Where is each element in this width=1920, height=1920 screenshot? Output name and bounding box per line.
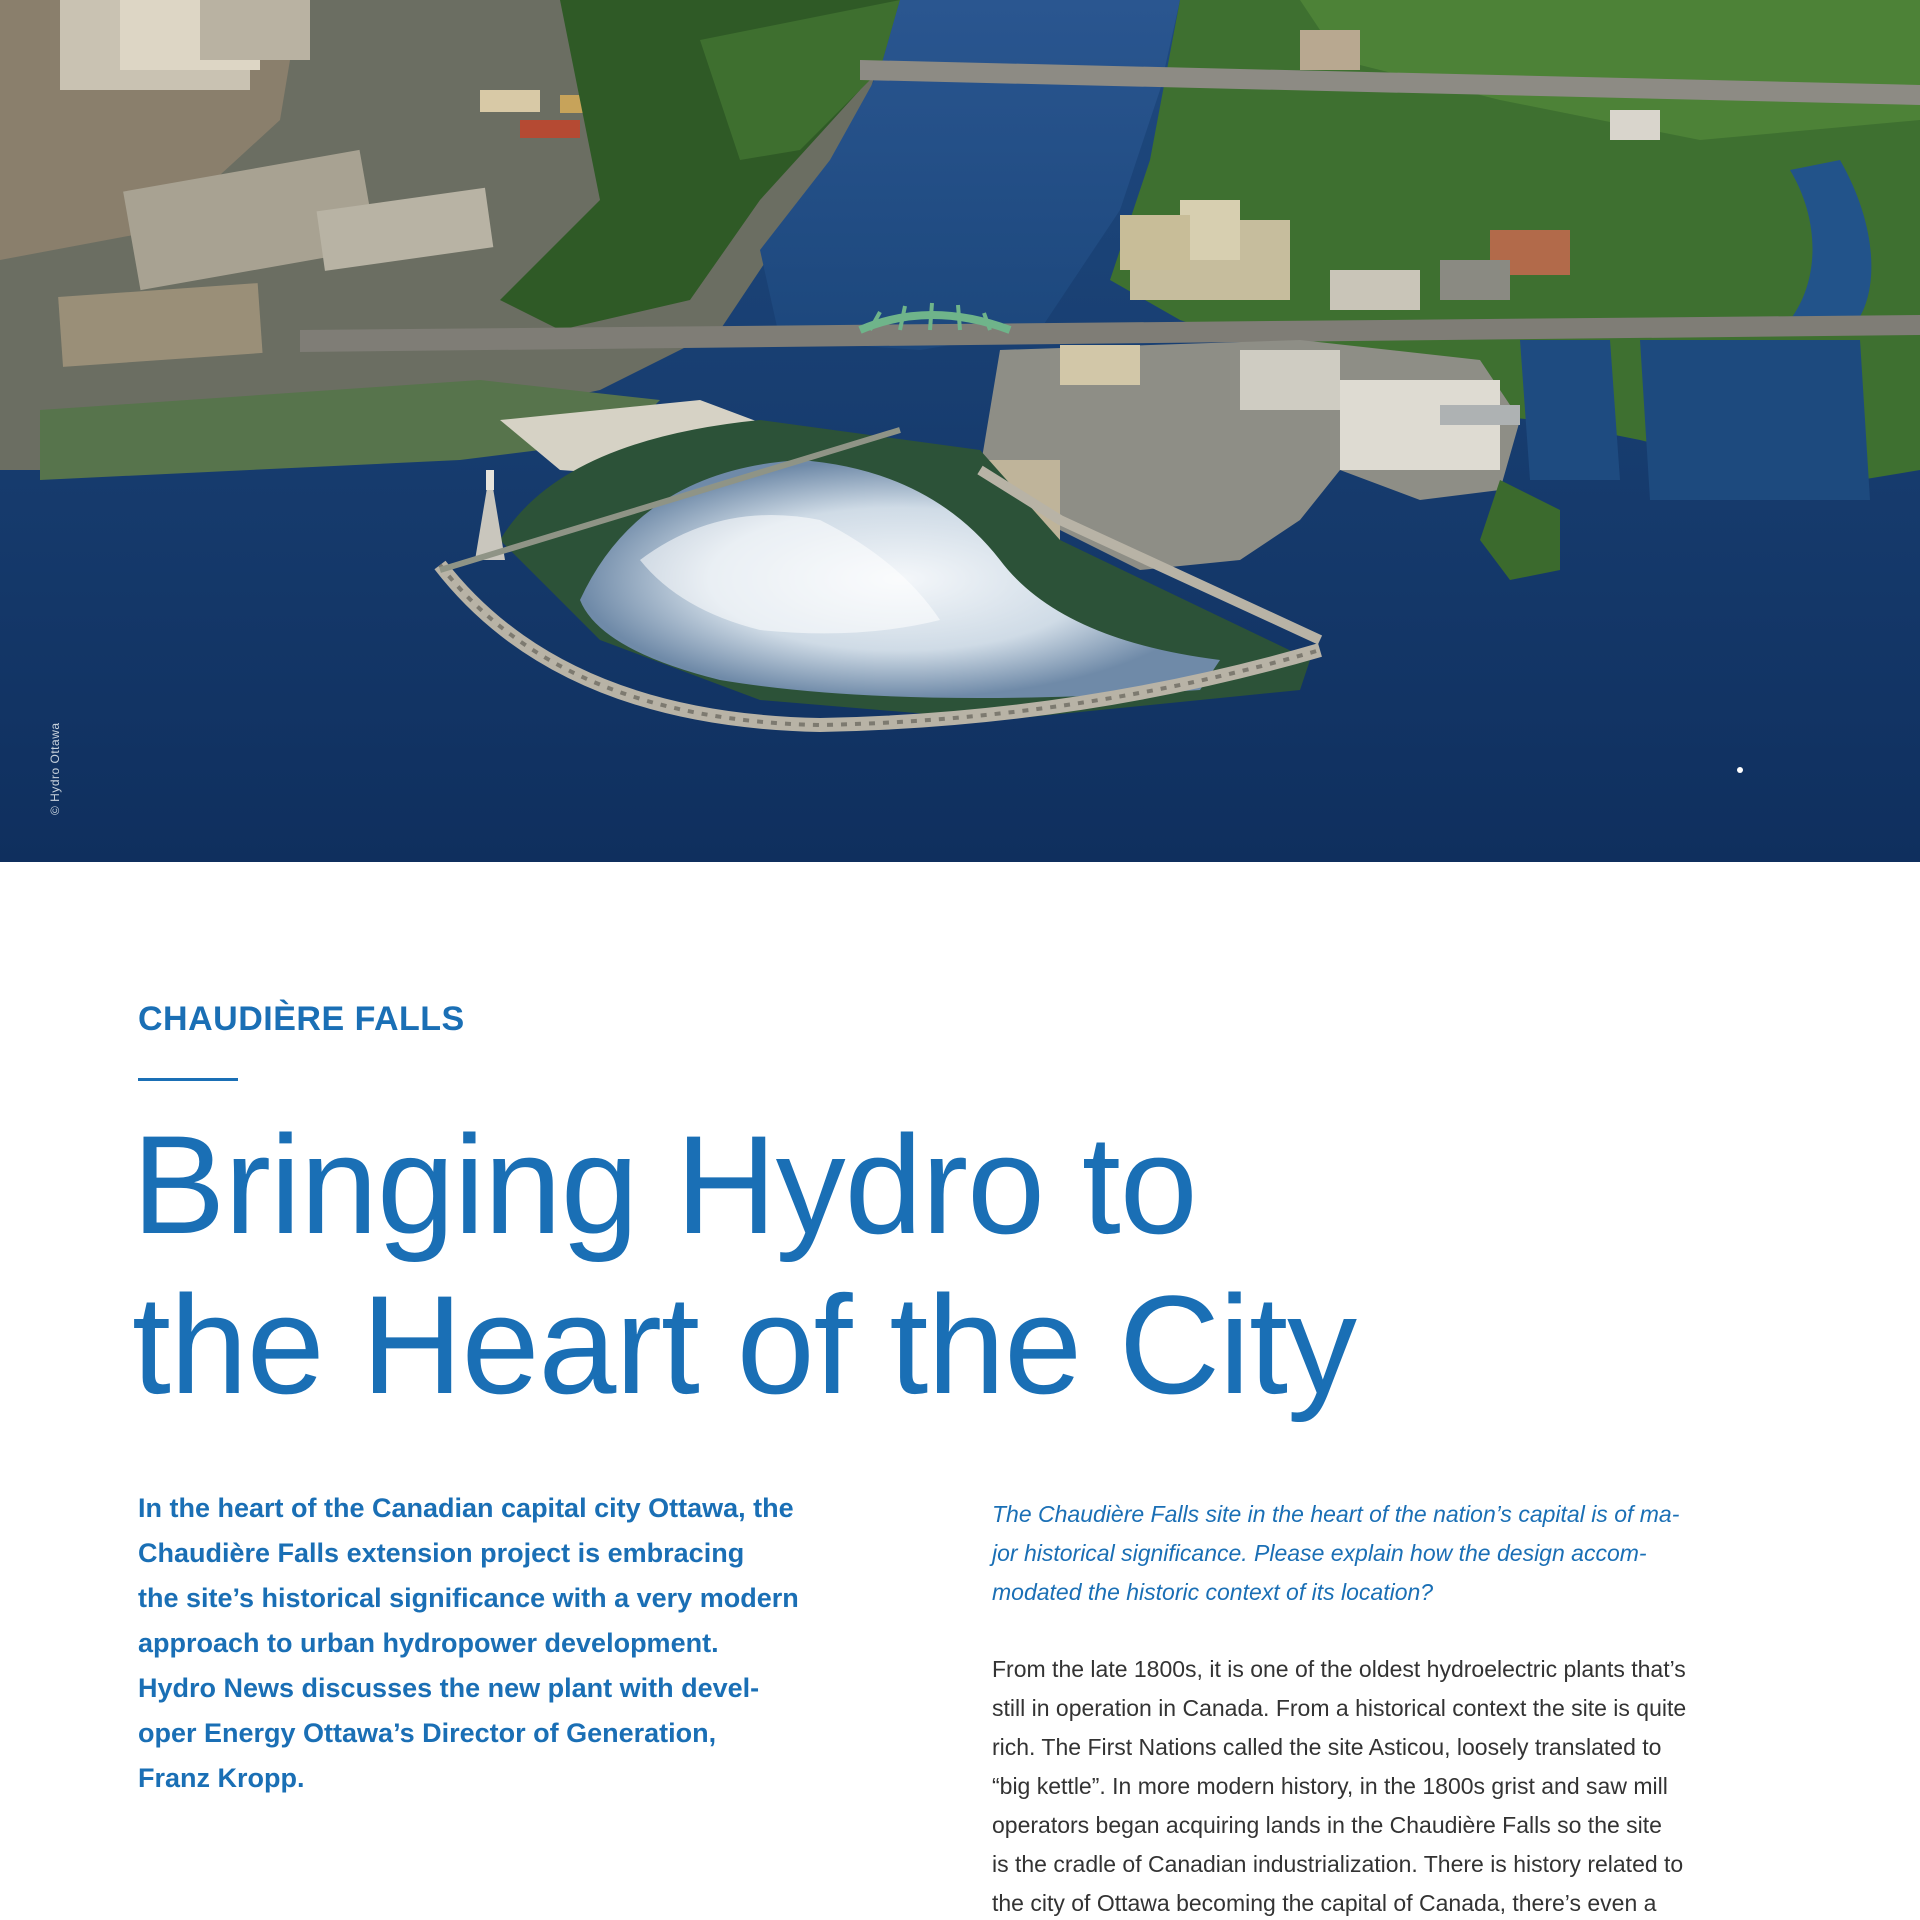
article-headline — [132, 1105, 1732, 1425]
article-body — [992, 1650, 1792, 1920]
intro-line: Franz Kropp. — [138, 1763, 305, 1793]
headline-line: Bringing Hydro to — [132, 1106, 1197, 1263]
intro-line: the site’s historical significance with a very modern — [138, 1583, 799, 1613]
body-line: operators began acquiring lands in the Chaudière Falls so the site — [992, 1812, 1662, 1838]
aerial-photo-illustration — [0, 0, 1920, 862]
question-line: jor historical significance. Please explain how the design accom- — [992, 1540, 1647, 1566]
aerial-photo — [0, 0, 1920, 862]
body-line: rich. The First Nations called the site Asticou, loosely translated to — [992, 1734, 1662, 1760]
body-line: is the cradle of Canadian industrialization. There is history related to — [992, 1851, 1684, 1877]
question-line: The Chaudière Falls site in the heart of the nation’s capital is of ma- — [992, 1501, 1680, 1527]
article-intro — [138, 1486, 938, 1801]
body-line: From the late 1800s, it is one of the oldest hydroelectric plants that’s — [992, 1656, 1686, 1682]
intro-line: Chaudière Falls extension project is embracing — [138, 1538, 745, 1568]
headline-line: the Heart of the City — [132, 1266, 1357, 1423]
question-line: modated the historic context of its location? — [992, 1579, 1434, 1605]
intro-line: In the heart of the Canadian capital city Ottawa, the — [138, 1493, 794, 1523]
intro-line: approach to urban hydropower development. — [138, 1628, 719, 1658]
kicker-divider — [138, 1078, 238, 1081]
intro-line: oper Energy Ottawa’s Director of Generation, — [138, 1718, 717, 1748]
section-kicker: CHAUDIÈRE FALLS — [138, 1000, 465, 1038]
body-line: “big kettle”. In more modern history, in the 1800s grist and saw mill — [992, 1773, 1668, 1799]
interview-question — [992, 1495, 1792, 1612]
body-line: still in operation in Canada. From a historical context the site is quite — [992, 1695, 1687, 1721]
photo-credit: © Hydro Ottawa — [48, 722, 62, 815]
intro-line: Hydro News discusses the new plant with devel- — [138, 1673, 760, 1703]
body-line: the city of Ottawa becoming the capital of Canada, there’s even a — [992, 1890, 1657, 1916]
